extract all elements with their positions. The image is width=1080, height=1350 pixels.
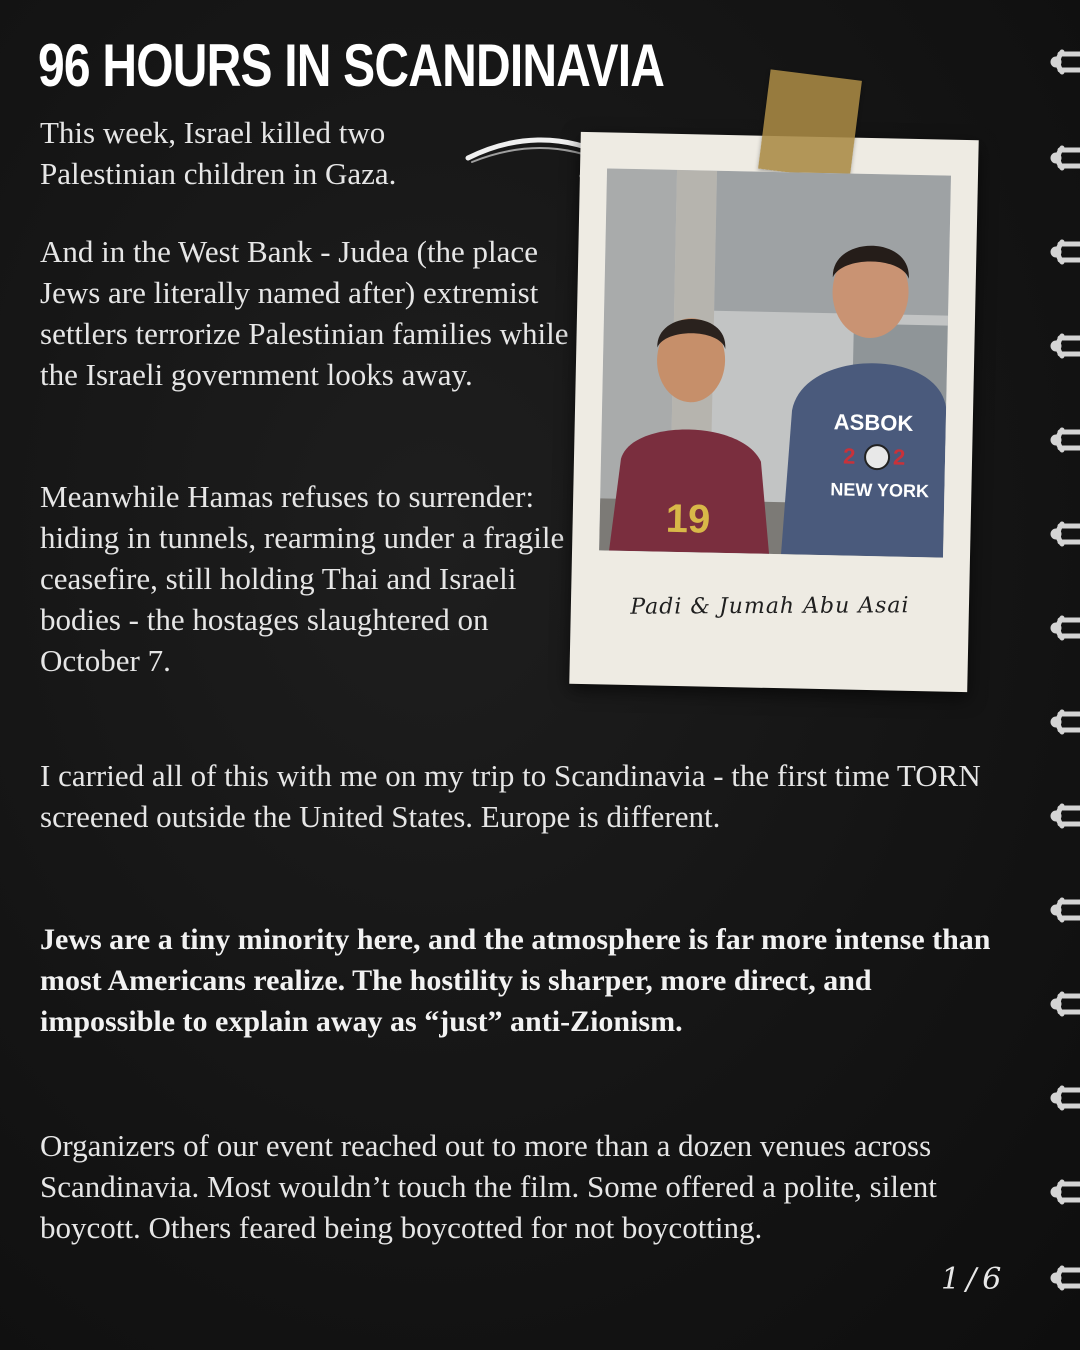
paragraph-europe-bold: Jews are a tiny minority here, and the atmosphere is far more intense than most Americans realize. The hostility is sharper, more direct, and impossible to explain away as “just” anti-Zionism. [40,923,991,1038]
paragraph-trip: I carried all of this with me on my trip to Scandinavia - the first time TORN screened outside the United States. Europe is different. [40,758,981,834]
hoodie-year-right: 2 [892,444,906,470]
photo-of-two-boys [599,168,951,557]
page-number: 1/6 [941,1262,1008,1297]
hoodie-text-top: ASBOK [833,409,914,436]
spiral-ring [1053,1182,1080,1202]
page-title: 96 HOURS IN SCANDINAVIA [38,32,665,99]
hoodie-text-bottom: NEW YORK [830,479,930,502]
spiral-ring [1053,806,1080,826]
spiral-ring [1053,994,1080,1014]
shirt-number: 19 [665,496,711,542]
spiral-ring [1053,1268,1080,1288]
paragraph-organizers: Organizers of our event reached out to more than a dozen venues across Scandinavia. Most wouldn’t touch the film. Some offered a polite, silent boycott. Others feared being boycotted for not boycotting. [40,1128,937,1245]
spiral-ring [1053,524,1080,544]
photo-caption: Padi & Jumah Abu Asai [630,593,910,620]
spiral-ring [1053,148,1080,168]
spiral-ring [1053,1088,1080,1108]
hoodie-year-left: 2 [842,443,856,469]
spiral-ring [1053,52,1080,72]
paragraph-hamas: Meanwhile Hamas refuses to surrender: hiding in tunnels, rearming under a fragile ceasefire, still holding Thai and Israeli bodies - the hostages slaughtered on October 7. [40,479,565,678]
boys-illustration [599,168,951,557]
polaroid-photo [569,132,978,692]
spiral-ring [1053,618,1080,638]
paragraph-intro: This week, Israel killed two Palestinian children in Gaza. [40,115,397,191]
paragraph-west-bank: And in the West Bank - Judea (the place Jews are literally named after) extremist settlers terrorize Palestinian families while the Israeli government looks away. [40,234,569,392]
spiral-ring [1053,242,1080,262]
spiral-ring [1053,336,1080,356]
spiral-ring [1053,430,1080,450]
spiral-binding [1020,0,1080,1350]
spiral-ring [1053,900,1080,920]
basketball-icon [865,445,889,469]
spiral-ring [1053,712,1080,732]
tape [758,69,862,180]
